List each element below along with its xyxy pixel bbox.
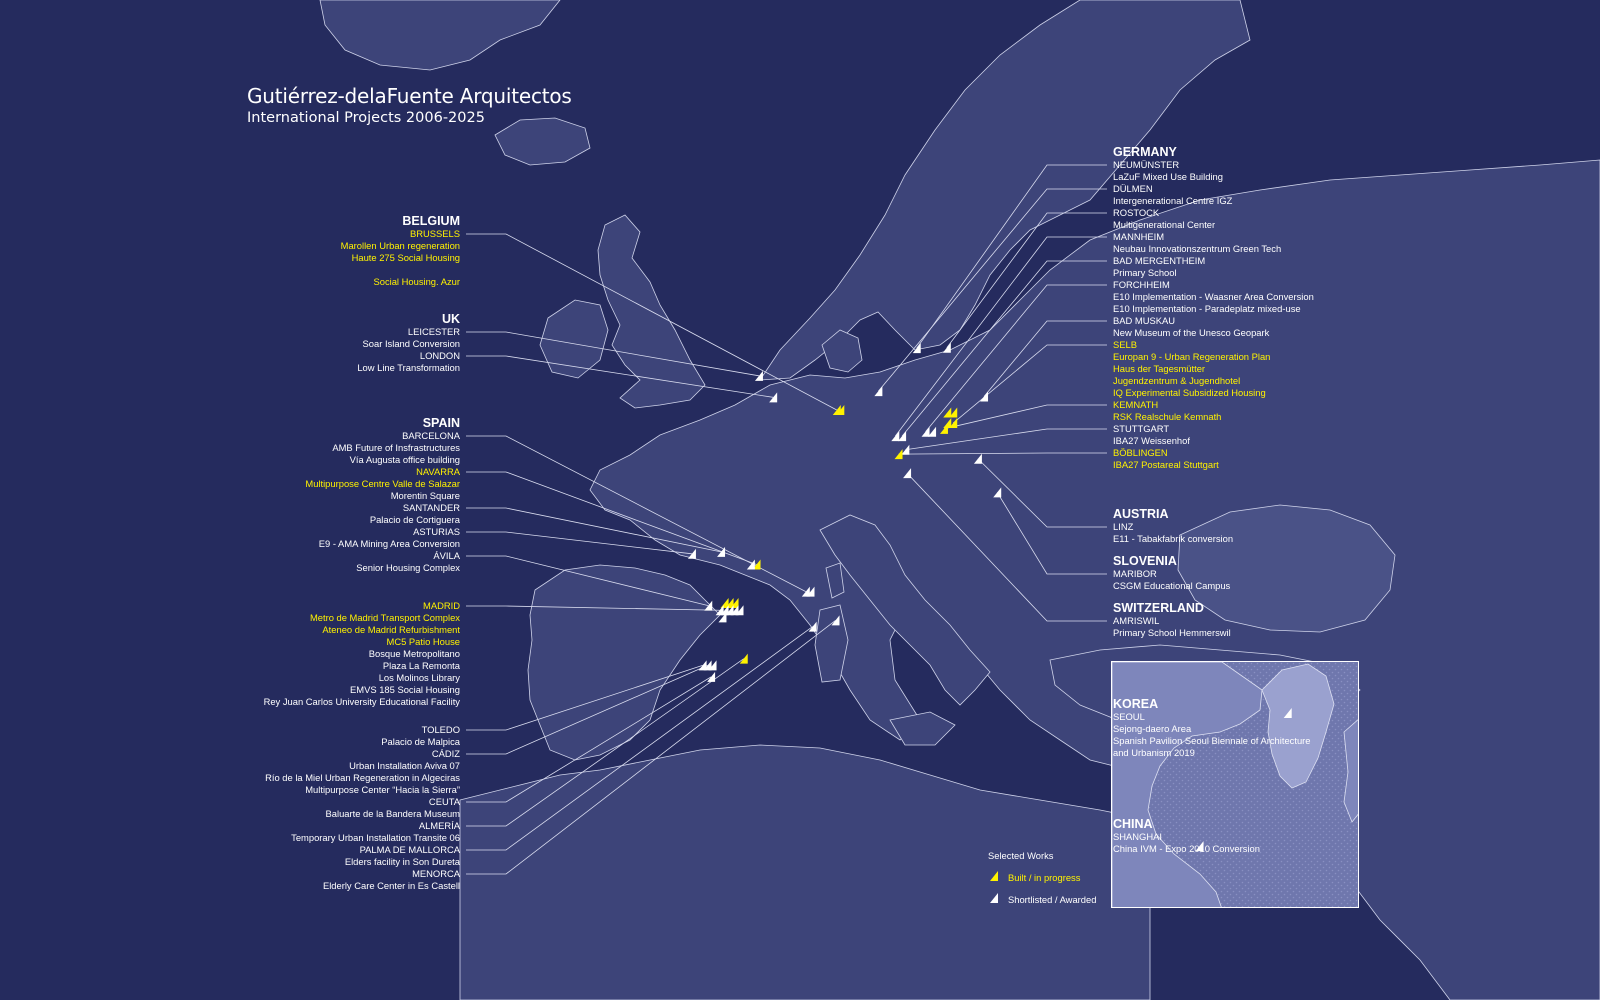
korea-lines [1113,711,1311,758]
austria-lines [1113,521,1234,544]
project-line: ÁVILA [433,550,460,561]
block-spain-south [265,724,460,891]
project-line: Metro de Madrid Transport Complex [309,612,460,623]
block-madrid [263,600,460,707]
country-belgium: BELGIUM [402,214,460,228]
germany-lines [1113,159,1314,470]
project-line: AMB Future of Insfrastructures [332,442,460,453]
project-line: Primary School [1113,267,1177,278]
country-slovenia: SLOVENIA [1113,554,1177,568]
project-line: LaZuF Mixed Use Building [1113,171,1223,182]
project-line: BARCELONA [402,430,460,441]
project-line: MC5 Patio House [386,636,460,647]
project-line: IBA27 Weissenhof [1113,435,1190,446]
project-line: ALMERÍA [418,820,460,831]
project-line: NEUMÜNSTER [1113,159,1180,170]
switzerland-lines [1113,615,1231,638]
project-line: Los Molinos Library [378,672,460,683]
project-line: BAD MUSKAU [1113,315,1175,326]
legend-heading: Selected Works [988,850,1054,861]
block-germany [1113,145,1314,470]
country-china: CHINA [1113,817,1153,831]
project-line: Multigenerational Center [1113,219,1216,230]
project-line: Primary School Hemmerswil [1113,627,1231,638]
project-line: and Urbanism 2019 [1113,747,1195,758]
project-line: Palacio de Malpica [381,736,460,747]
project-line: Elderly Care Center in Es Castell [322,880,460,891]
project-line: MADRID [423,600,460,611]
country-spain: SPAIN [422,416,460,430]
project-line: Europan 9 - Urban Regeneration Plan [1113,351,1271,362]
slovenia-lines [1113,568,1231,591]
project-line: Río de la Miel Urban Regeneration in Algeciras [265,772,460,783]
project-line: ASTURIAS [413,526,460,537]
block-spain [305,416,460,573]
block-austria [1113,507,1234,544]
project-line: Social Housing. Azur [373,276,460,287]
project-line: STUTTGART [1113,423,1170,434]
project-line: DÜLMEN [1113,183,1153,194]
legend-built-label: Built / in progress [1008,872,1081,883]
country-austria: AUSTRIA [1113,507,1169,521]
project-line: TOLEDO [421,724,460,735]
project-line: China IVM - Expo 2010 Conversion [1113,843,1260,854]
project-line: Vía Augusta office building [349,454,460,465]
project-line: Jugendzentrum & Jugendhotel [1113,375,1241,386]
project-line: ROSTOCK [1113,207,1160,218]
project-line: E10 Implementation - Waasner Area Conversion [1113,291,1314,302]
project-line: Intergenerational Centre IGZ [1113,195,1233,206]
block-switzerland [1113,601,1231,638]
project-line: Low Line Transformation [357,362,460,373]
project-line: EMVS 185 Social Housing [350,684,460,695]
project-line: CEUTA [428,796,460,807]
project-line: Plaza La Remonta [382,660,460,671]
block-uk [357,312,460,373]
page-title: Gutiérrez-delaFuente Arquitectos [247,84,572,108]
block-belgium [340,214,460,287]
block-korea [1113,697,1311,758]
project-line: SANTANDER [402,502,460,513]
project-line: IQ Experimental Subsidized Housing [1113,387,1266,398]
spain-south-lines [265,724,460,891]
project-line: Multipurpose Centre Valle de Salazar [305,478,460,489]
project-line: RSK Realschule Kemnath [1113,411,1222,422]
project-line: Bosque Metropolitano [368,648,460,659]
project-line: KEMNATH [1113,399,1159,410]
project-line: MENORCA [412,868,460,879]
project-line: Morentin Square [390,490,460,501]
uk-lines [357,326,460,373]
project-line: BRUSSELS [409,228,460,239]
project-line: Multipurpose Center “Hacia la Sierra” [305,784,460,795]
project-line: NAVARRA [416,466,460,477]
project-line: LEICESTER [407,326,460,337]
page-subtitle: International Projects 2006-2025 [247,110,485,126]
project-line: LINZ [1113,521,1134,532]
project-line: Rey Juan Carlos University Educational Facility [263,696,460,707]
legend-shortlisted-label: Shortlisted / Awarded [1008,894,1097,905]
project-line: AMRISWIL [1113,615,1160,626]
project-line: LONDON [419,350,460,361]
project-line: Urban Installation Aviva 07 [349,760,460,771]
country-korea: KOREA [1113,697,1159,711]
legend-shortlisted-icon [988,892,1000,904]
legend-built-icon [988,870,1000,882]
project-line: E9 - AMA Mining Area Conversion [318,538,460,549]
madrid-lines [263,600,460,707]
country-switzerland: SWITZERLAND [1113,601,1204,615]
country-germany: GERMANY [1113,145,1177,159]
project-line: Temporary Urban Installation Transite 06 [291,832,460,843]
project-line: Ateneo de Madrid Refurbishment [322,624,460,635]
project-line: Senior Housing Complex [356,562,460,573]
project-line: CSGM Educational Campus [1113,580,1231,591]
project-line: Spanish Pavilion Seoul Biennale of Architecture [1113,735,1311,746]
project-line: FORCHHEIM [1113,279,1170,290]
project-line: SHANGHAI [1113,831,1162,842]
spain-lines [305,430,460,573]
project-line: SELB [1113,339,1137,350]
project-line: Marollen Urban regeneration [340,240,460,251]
project-line: Soar Island Conversion [362,338,460,349]
project-line: IBA27 Postareal Stuttgart [1113,459,1219,470]
project-line: Baluarte de la Bandera Museum [325,808,460,819]
project-line: MARIBOR [1113,568,1157,579]
project-line: Haus der Tagesmütter [1113,363,1206,374]
project-line: E10 Implementation - Paradeplatz mixed-use [1113,303,1301,314]
project-line [341,264,460,276]
project-line: Sejong-daero Area [1113,723,1192,734]
block-china [1113,817,1260,854]
project-line: E11 - Tabakfabrik conversion [1113,533,1234,544]
project-line: Neubau Innovationszentrum Green Tech [1113,243,1282,254]
country-uk: UK [441,312,460,326]
project-line: SEOUL [1113,711,1145,722]
china-lines [1113,831,1260,854]
project-line: CÁDIZ [431,748,460,759]
project-line: Elders facility in Son Dureta [344,856,460,867]
project-line: New Museum of the Unesco Geopark [1113,327,1270,338]
project-line: BÖBLINGEN [1113,447,1168,458]
asia-inset [1111,661,1359,908]
project-line: PALMA DE MALLORCA [359,844,460,855]
project-line: Palacio de Cortiguera [369,514,460,525]
belgium-lines [340,228,460,287]
block-slovenia [1113,554,1231,591]
project-line: Haute 275 Social Housing [351,252,460,263]
project-line: BAD MERGENTHEIM [1113,255,1206,266]
project-line: MANNHEIM [1113,231,1165,242]
